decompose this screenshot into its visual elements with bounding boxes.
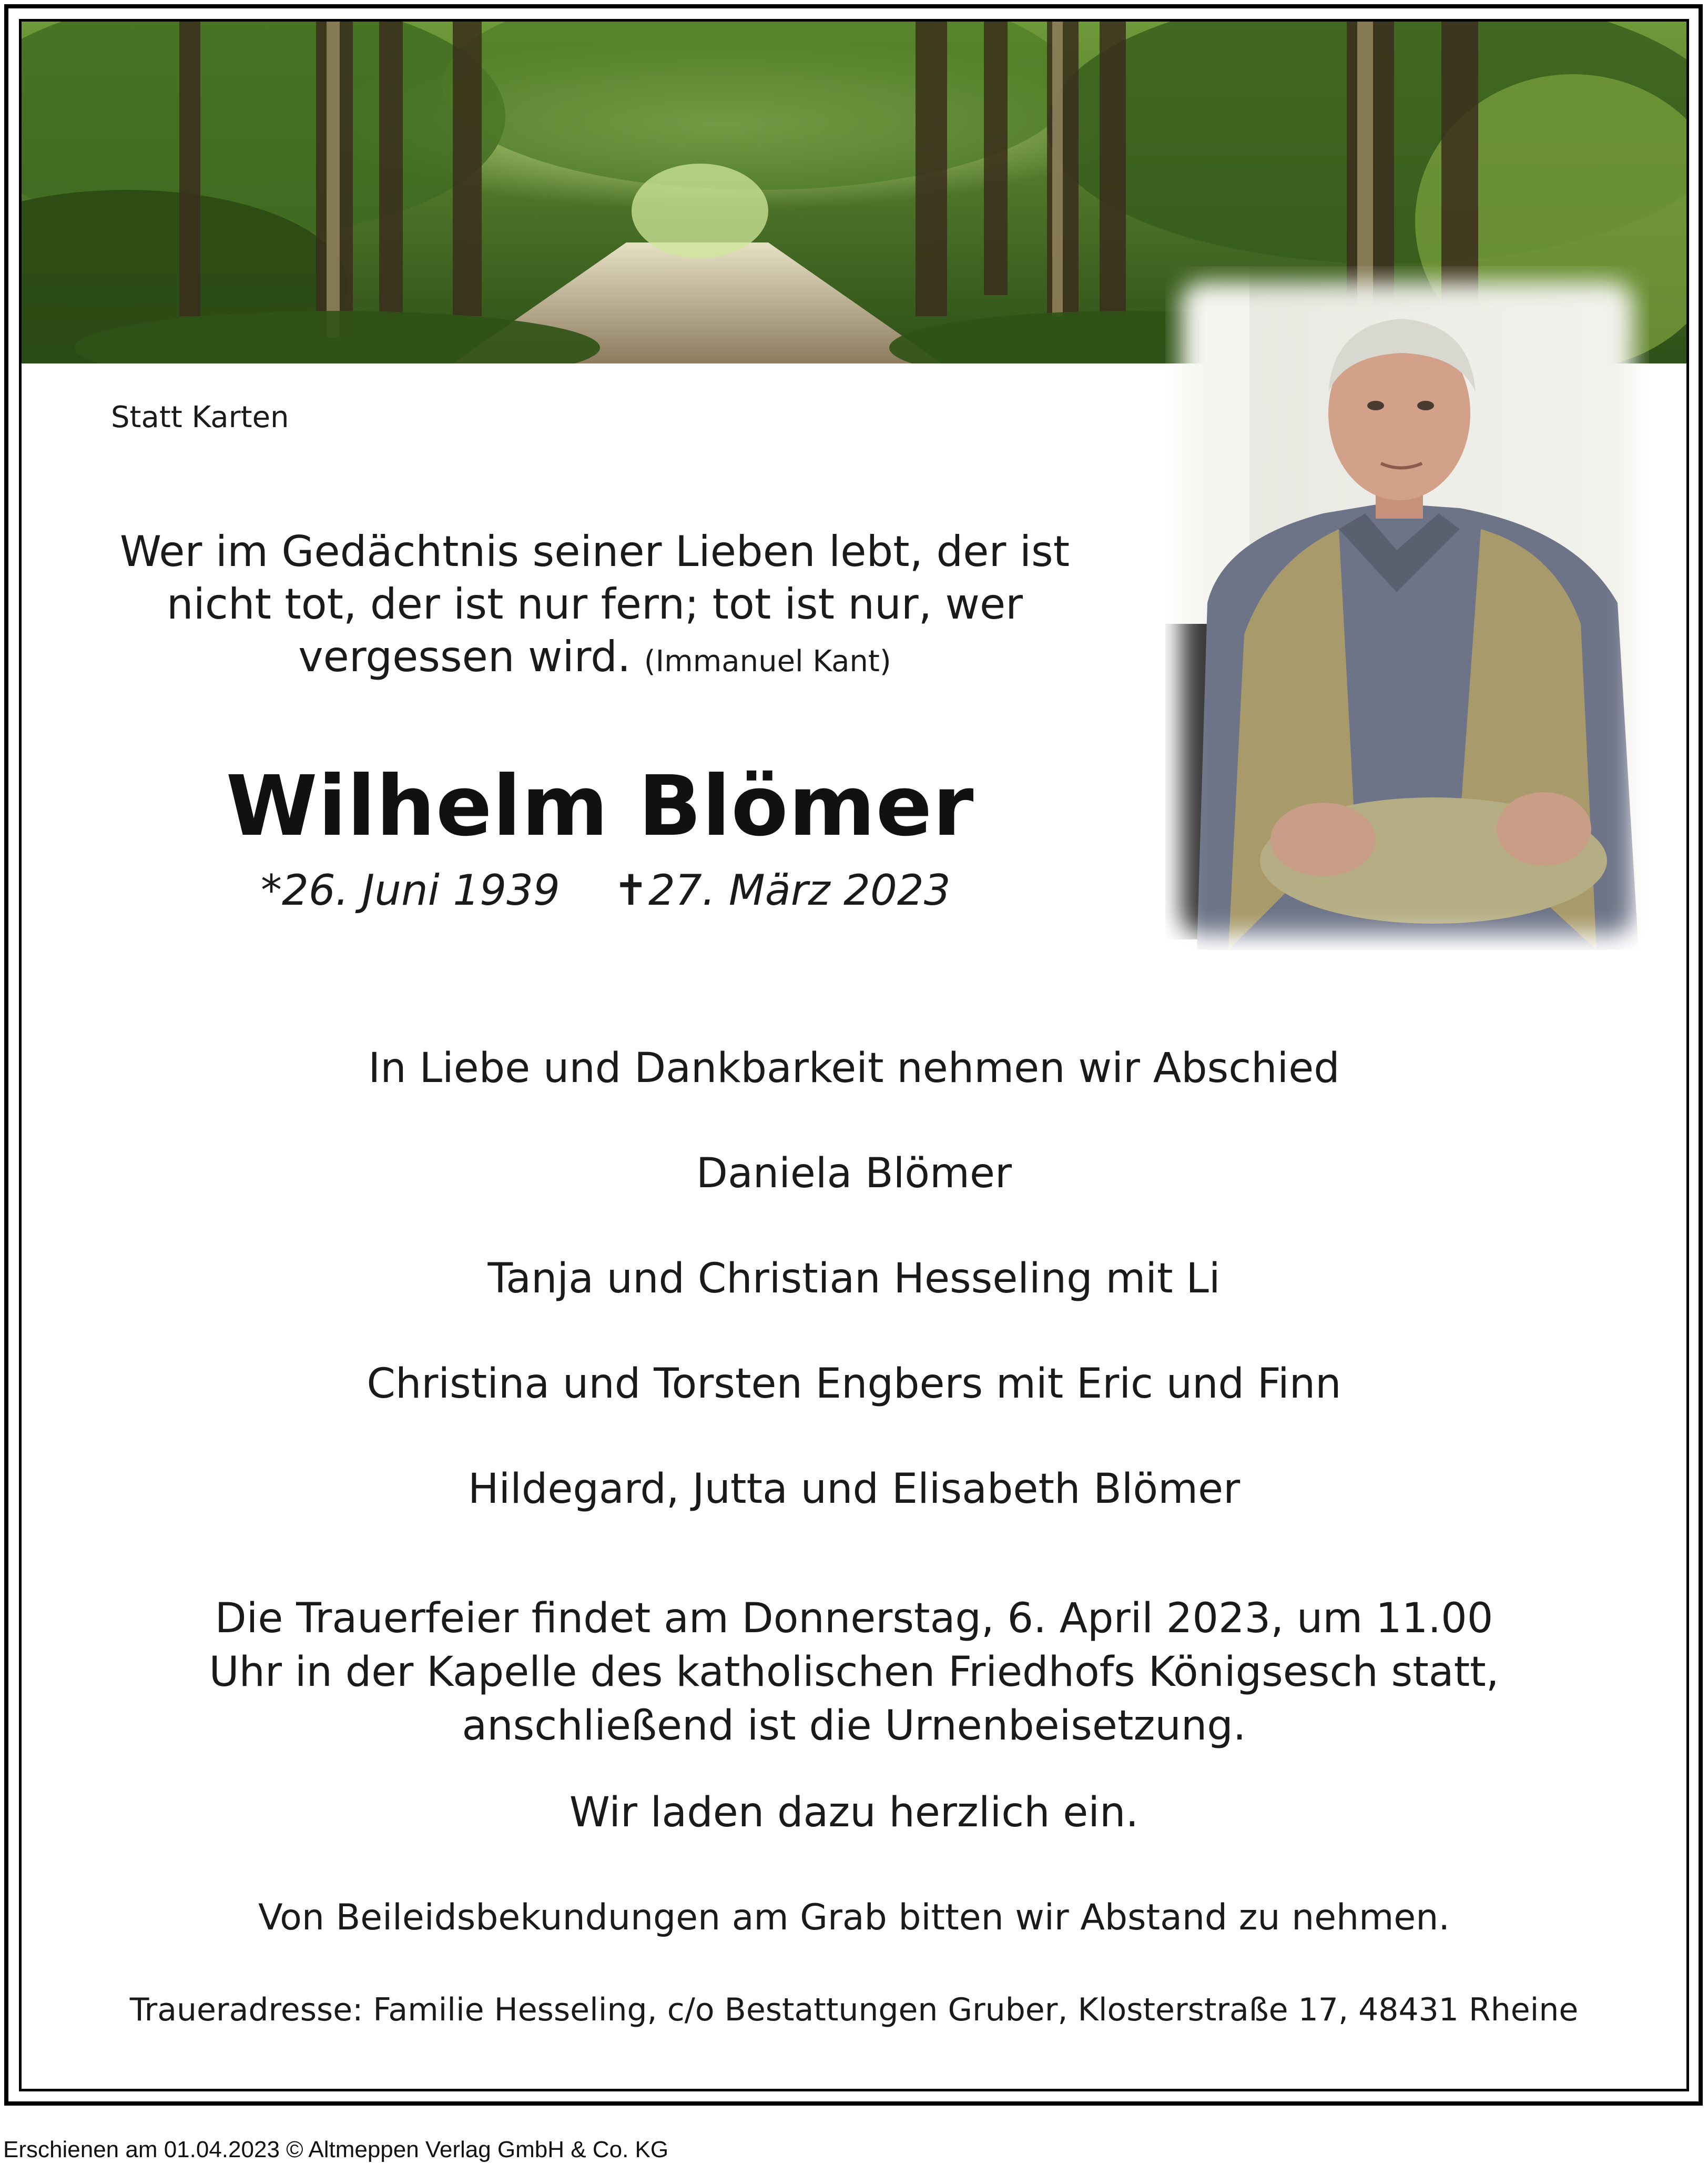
- deceased-name: Wilhelm Blömer: [226, 758, 974, 855]
- quote-source: (Immanuel Kant): [644, 644, 891, 679]
- obituary-card: [19, 19, 1689, 2091]
- mourner-line: Daniela Blömer: [696, 1150, 1012, 1197]
- cross-icon: ✝: [613, 866, 649, 915]
- death-date-line: [613, 866, 951, 915]
- publication-footer: Erschienen am 01.04.2023 © Altmeppen Verlag GmbH & Co. KG: [3, 2137, 669, 2162]
- portrait-photo: [1165, 266, 1649, 950]
- mourner-line: Hildegard, Jutta und Elisabeth Blömer: [467, 1465, 1241, 1513]
- mourner-line: Tanja und Christian Hesseling mit Li: [487, 1255, 1221, 1302]
- statt-karten-label: Statt Karten: [111, 400, 289, 434]
- quote-text: Wer im Gedächtnis seiner Lieben lebt, der ist nicht tot, der ist nur fern; tot ist nur, wer vergessen wird.: [119, 527, 1070, 681]
- invitation-text: Wir laden dazu herzlich ein.: [569, 1789, 1139, 1836]
- memorial-quote: [95, 525, 1094, 688]
- birth-date: *26. Juni 1939: [261, 866, 560, 915]
- death-date: 27. März 2023: [648, 866, 951, 915]
- farewell-intro: In Liebe und Dankbarkeit nehmen wir Abschied: [368, 1045, 1340, 1092]
- mourner-line: Christina und Torsten Engbers mit Eric und Finn: [367, 1360, 1341, 1408]
- ceremony-details: [22, 1592, 1686, 1753]
- condolence-note: Von Beileidsbekundungen am Grab bitten wir Abstand zu nehmen.: [258, 1897, 1450, 1938]
- ceremony-text: Die Trauerfeier findet am Donnerstag, 6. April 2023, um 11.00 Uhr in der Kapelle des katholischen Friedhofs Königsesch statt, anschließend ist die Urnenbeisetzung.: [209, 1595, 1499, 1750]
- mourning-address: Traueradresse: Familie Hesseling, c/o Bestattungen Gruber, Klosterstraße 17, 48431 Rheine: [129, 1991, 1579, 2028]
